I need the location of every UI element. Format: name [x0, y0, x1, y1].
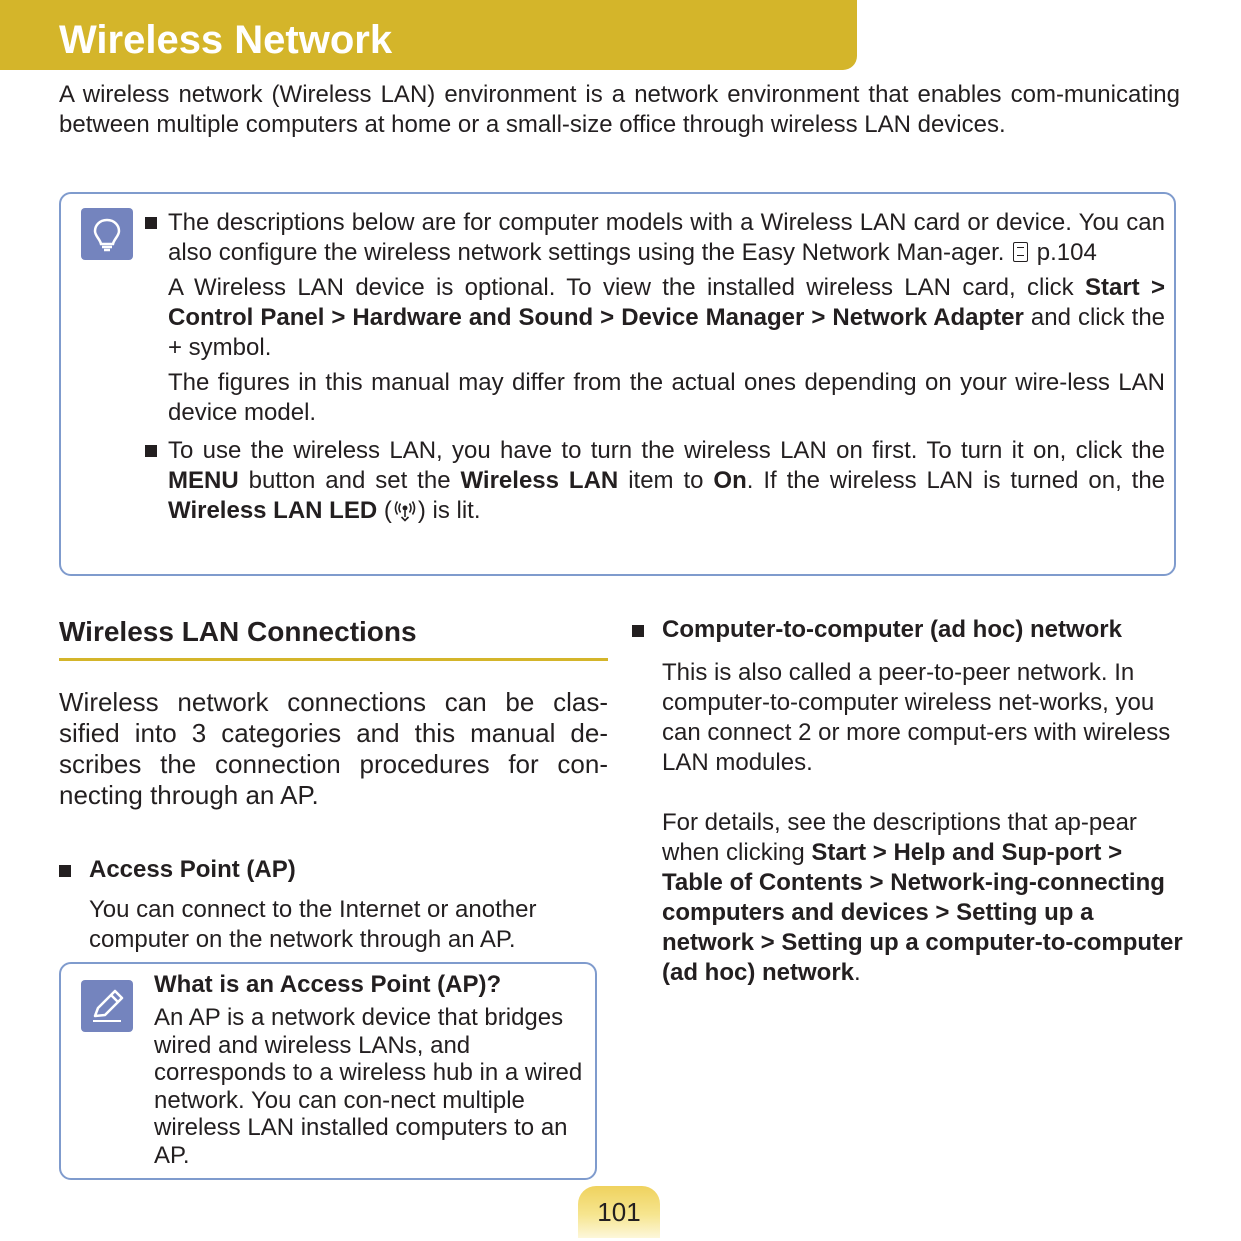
menu-path: Start > Control Panel > Hardware and Sound > Device Manager > Network Adapter	[168, 274, 1165, 331]
page-reference: p.104	[1036, 239, 1097, 266]
access-point-heading: Access Point (AP)	[59, 855, 608, 885]
note-body: An AP is a network device that bridges wired and wireless LANs, and corresponds to a wireless hub in a wired network. You can con-nect multiple wireless LAN installed computers to an AP.	[154, 1004, 583, 1169]
lightbulb-icon	[81, 208, 133, 260]
tip-box	[59, 192, 1176, 576]
tip-paragraph: The descriptions below are for computer models with a Wireless LAN card or device. You can also configure the wireless network settings using the Easy Network Man-ager. p.104	[168, 209, 1165, 266]
page-number-tab	[578, 1186, 660, 1238]
square-bullet-icon	[145, 445, 157, 457]
adhoc-heading: Computer-to-computer (ad hoc) network	[632, 614, 1184, 646]
tip-paragraph: The figures in this manual may differ from the actual ones depending on your wire-less LAN device model.	[168, 369, 1165, 426]
note-box	[59, 962, 597, 1180]
wireless-led-icon	[393, 498, 417, 530]
left-column	[59, 612, 608, 955]
title-banner	[0, 0, 857, 70]
tip-list	[145, 208, 1165, 538]
right-column	[632, 614, 1184, 988]
tip-paragraph: A Wireless LAN device is optional. To view the installed wireless LAN card, click Start > Control Panel > Hardware and Sound > Device Manager > Network Adapter and click the + symbol.	[168, 274, 1166, 361]
page-number: 101	[597, 1197, 641, 1227]
pencil-note-icon	[81, 980, 133, 1032]
adhoc-details: For details, see the descriptions that ap-pear when clicking Start > Help and Sup-port > Table of Contents > Network-ing-connecting computers and devices > Setting up a network > Setting up a computer-to-computer (ad hoc) network.	[662, 809, 1183, 986]
tip-item	[145, 208, 1165, 428]
menu-path: Start > Help and Sup-port > Table of Contents > Network-ing-connecting computers and devices > Setting up a network > Setting up a computer-to-computer (ad hoc) network	[662, 839, 1183, 986]
intro-paragraph: A wireless network (Wireless LAN) environment is a network environment that enables com-municating between multiple computers at home or a small-size office through wireless LAN devices.	[59, 81, 1180, 138]
tip-item	[145, 436, 1165, 530]
square-bullet-icon	[632, 625, 644, 637]
access-point-body: You can connect to the Internet or another computer on the network through an AP.	[89, 896, 537, 953]
square-bullet-icon	[145, 217, 157, 229]
document-reference-icon	[1013, 242, 1028, 262]
tip-paragraph: To use the wireless LAN, you have to turn the wireless LAN on first. To turn it on, click the MENU button and set the Wireless LAN item to On. If the wireless LAN is turned on, the Wireless LAN LED ( ) is lit.	[168, 436, 1165, 530]
adhoc-body: This is also called a peer-to-peer network. In computer-to-computer wireless net-works, you can connect 2 or more comput-ers with wireless LAN modules.	[662, 659, 1171, 776]
section-body: Wireless network connections can be clas-sified into 3 categories and this manual de-scribes the connection procedures for con-necting through an AP.	[59, 687, 608, 810]
square-bullet-icon	[59, 865, 71, 877]
section-title: Wireless LAN Connections	[59, 612, 608, 661]
note-title: What is an Access Point (AP)?	[154, 971, 502, 998]
page-title: Wireless Network	[59, 18, 393, 62]
